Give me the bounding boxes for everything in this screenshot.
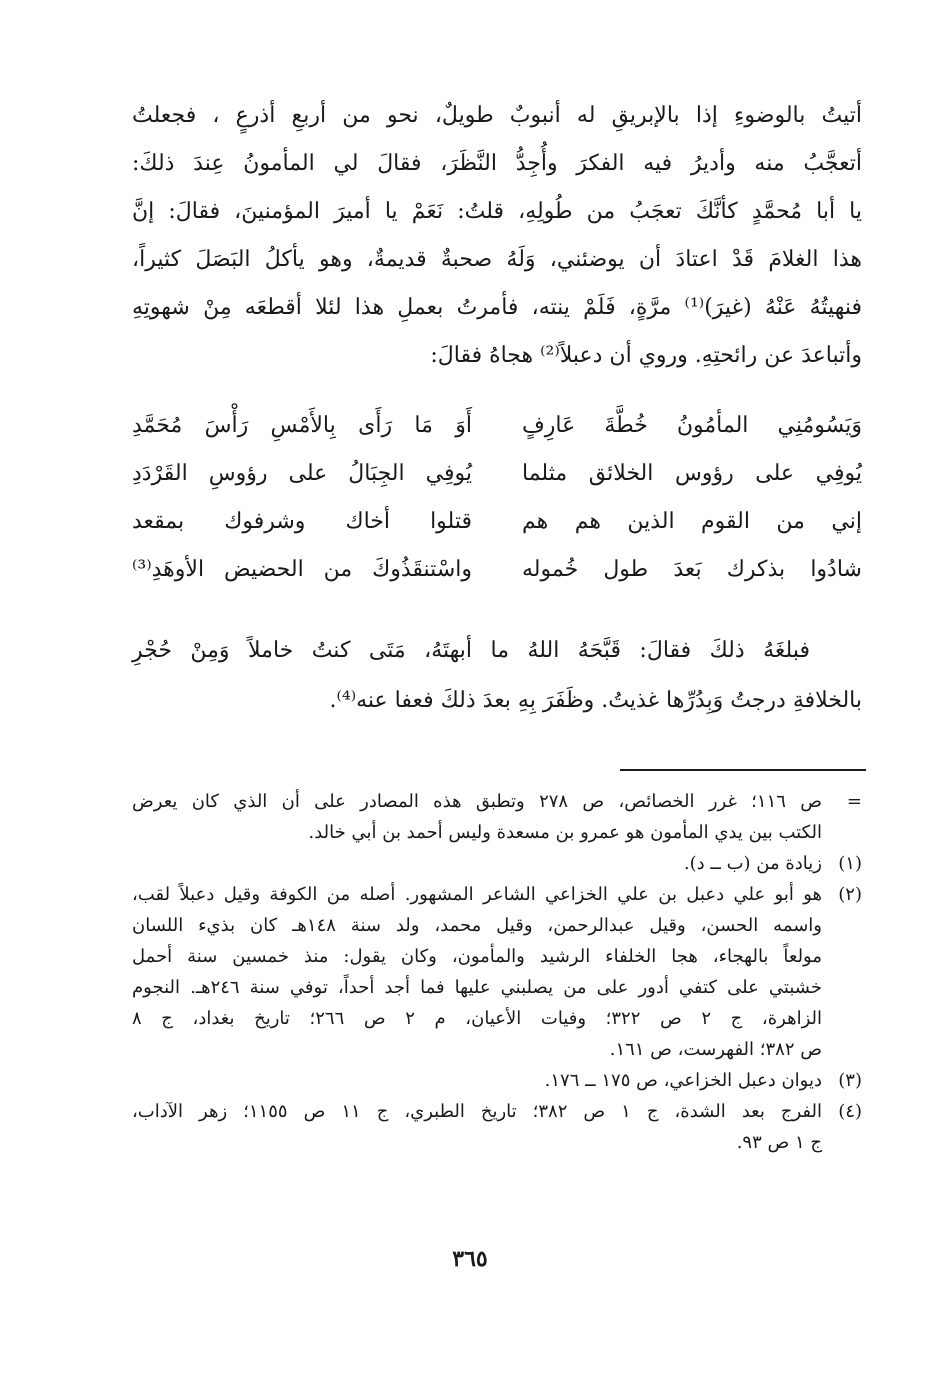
- footnote-body: [132, 848, 822, 879]
- text-line: بالخلافةِ درجتُ وَبِدُرِّها غذيتُ. وظَفَرَ بِهِ بعدَ ذلكَ فعفا عنه⁽⁴⁾.: [329, 688, 862, 713]
- text-line: فنهيتُهُ عَنْهُ (غيرَ)⁽¹⁾ مرَّةٍ، فَلَمْ ينته، فأمرتُ بعملِ هذا لئلا أقطعَه مِنْ شهوتِهِ: [132, 295, 862, 320]
- footnote-line: واسمه الحسن، وقيل عبدالرحمن، وقيل محمد، ولد سنة ١٤٨هـ كان بذيء اللسان: [132, 915, 823, 936]
- footnote-continuation: [132, 786, 862, 848]
- verse-first-hemistich: يُوفِي على رؤوس الخلائق مثلما: [522, 461, 862, 486]
- verse-first-hemistich: إني من القوم الذين هم هم: [522, 509, 862, 534]
- text-line: وأتباعدَ عن رائحتِهِ. وروي أن دعبلاً⁽²⁾ هجاهُ فقالَ:: [430, 343, 862, 368]
- footnote-marker: (٢): [838, 884, 862, 905]
- footnote-line: الفرج بعد الشدة، ج ١ ص ٣٨٢؛ تاريخ الطبري، ج ١١ ص ١١٥٥؛ زهر الآداب،: [132, 1101, 822, 1122]
- main-paragraph: [132, 92, 862, 380]
- footnote-divider: [620, 769, 866, 771]
- text-line: أتعجَّبُ منه وأديرُ فيه الفكرَ وأُجِدُّ النَّظَرَ، فقالَ لي المأمونُ عِندَ ذلكَ:: [132, 151, 862, 176]
- verse-second-hemistich: يُوفِي الجِبَالُ على رؤوسِ القَرْدَدِ: [132, 461, 472, 486]
- verse-second-hemistich: قتلوا أخاك وشرفوك بمقعد: [132, 509, 472, 534]
- verse-first-hemistich: وَيَسُومُنِي المأمُونُ خُطَّةَ عَارِفٍ: [522, 413, 862, 438]
- closing-paragraph: [132, 626, 862, 726]
- text-line: أتيتُ بالوضوءِ إذا بالإبريقِ له أنبوبٌ طويلٌ، نحو من أربعِ أذرعٍ ، فجعلتُ: [132, 103, 862, 128]
- verse-first-hemistich: شادُوا بذكرك بَعدَ طول خُموله: [522, 557, 862, 582]
- footnote-line: الكتب بين يدي المأمون هو عمرو بن مسعدة وليس أحمد بن أبي خالد.: [308, 822, 822, 843]
- page-number: ٣٦٥: [452, 1246, 488, 1272]
- footnote-line: ص ٣٨٢؛ الفهرست، ص ١٦١.: [609, 1039, 822, 1060]
- footnote-marker: (١): [838, 853, 862, 874]
- footnote-2: [132, 879, 862, 1065]
- footnote-body: [132, 1096, 822, 1158]
- poem-verse: [132, 498, 862, 546]
- text-line: هذا الغلامَ قَدْ اعتادَ أن يوضئني، وَلَهُ صحبةٌ قديمةٌ، وهو يأكلُ البَصَلَ كثيراً،: [132, 247, 862, 272]
- footnote-body: [132, 879, 822, 1065]
- footnote-1: [132, 848, 862, 879]
- footnote-3: [132, 1065, 862, 1096]
- footnotes: [132, 786, 862, 1158]
- footnote-line: الزاهرة، ج ٢ ص ٣٢٢؛ وفيات الأعيان، م ٢ ص ٢٦٦؛ تاريخ بغداد، ج ٨: [132, 1008, 822, 1029]
- footnote-line: خشبتي على كتفي أدور على من يصلبني عليها فما أجد أحداً، توفي سنة ٢٤٦هـ. النجوم: [132, 977, 822, 998]
- footnote-line: ج ١ ص ٩٣.: [736, 1132, 822, 1153]
- footnote-4: [132, 1096, 862, 1158]
- footnote-marker: (٤): [838, 1101, 862, 1122]
- footnote-line: ص ١١٦؛ غرر الخصائص، ص ٢٧٨ وتطبق هذه المصادر على أن الذي كان يعرض: [132, 791, 822, 812]
- footnote-line: مولعاً بالهجاء، هجا الخلفاء الرشيد والمأمون، وكان يقول: منذ خمسين سنة أحمل: [132, 946, 822, 967]
- poem-verse: [132, 402, 862, 450]
- poem-verse: [132, 546, 862, 594]
- verse-second-hemistich: أَوَ مَا رَأَى بِالأَمْسِ رَأْسَ مُحَمَّدِ: [132, 413, 472, 438]
- verse-second-hemistich: واسْتنقَذُوكَ من الحضيض الأوهَدِ⁽³⁾: [132, 557, 472, 582]
- poem-verse: [132, 450, 862, 498]
- text-line: فبلغَهُ ذلكَ فقالَ: قَبَّحَهُ اللهُ ما أبهتَهُ، مَتَى كنتُ خاملاً وَمِنْ حُجْرِ: [132, 638, 810, 663]
- footnote-line: زيادة من (ب ــ د).: [683, 853, 822, 874]
- footnote-marker: =: [846, 791, 862, 812]
- footnote-body: [132, 786, 822, 848]
- text-line: يا أبا مُحمَّدٍ كأنَّكَ تعجَبُ من طُولِهِ، قلتُ: نَعَمْ يا أميرَ المؤمنينَ، فقالَ: إنَّ: [132, 199, 863, 224]
- footnote-line: هو أبو علي دعبل بن علي الخزاعي الشاعر المشهور. أصله من الكوفة وقيل دعبلاً لقب،: [132, 884, 822, 905]
- footnote-marker: (٣): [838, 1070, 862, 1091]
- poem-block: [132, 402, 862, 594]
- footnote-body: [132, 1065, 822, 1096]
- footnote-line: ديوان دعبل الخزاعي، ص ١٧٥ ــ ١٧٦.: [544, 1070, 822, 1091]
